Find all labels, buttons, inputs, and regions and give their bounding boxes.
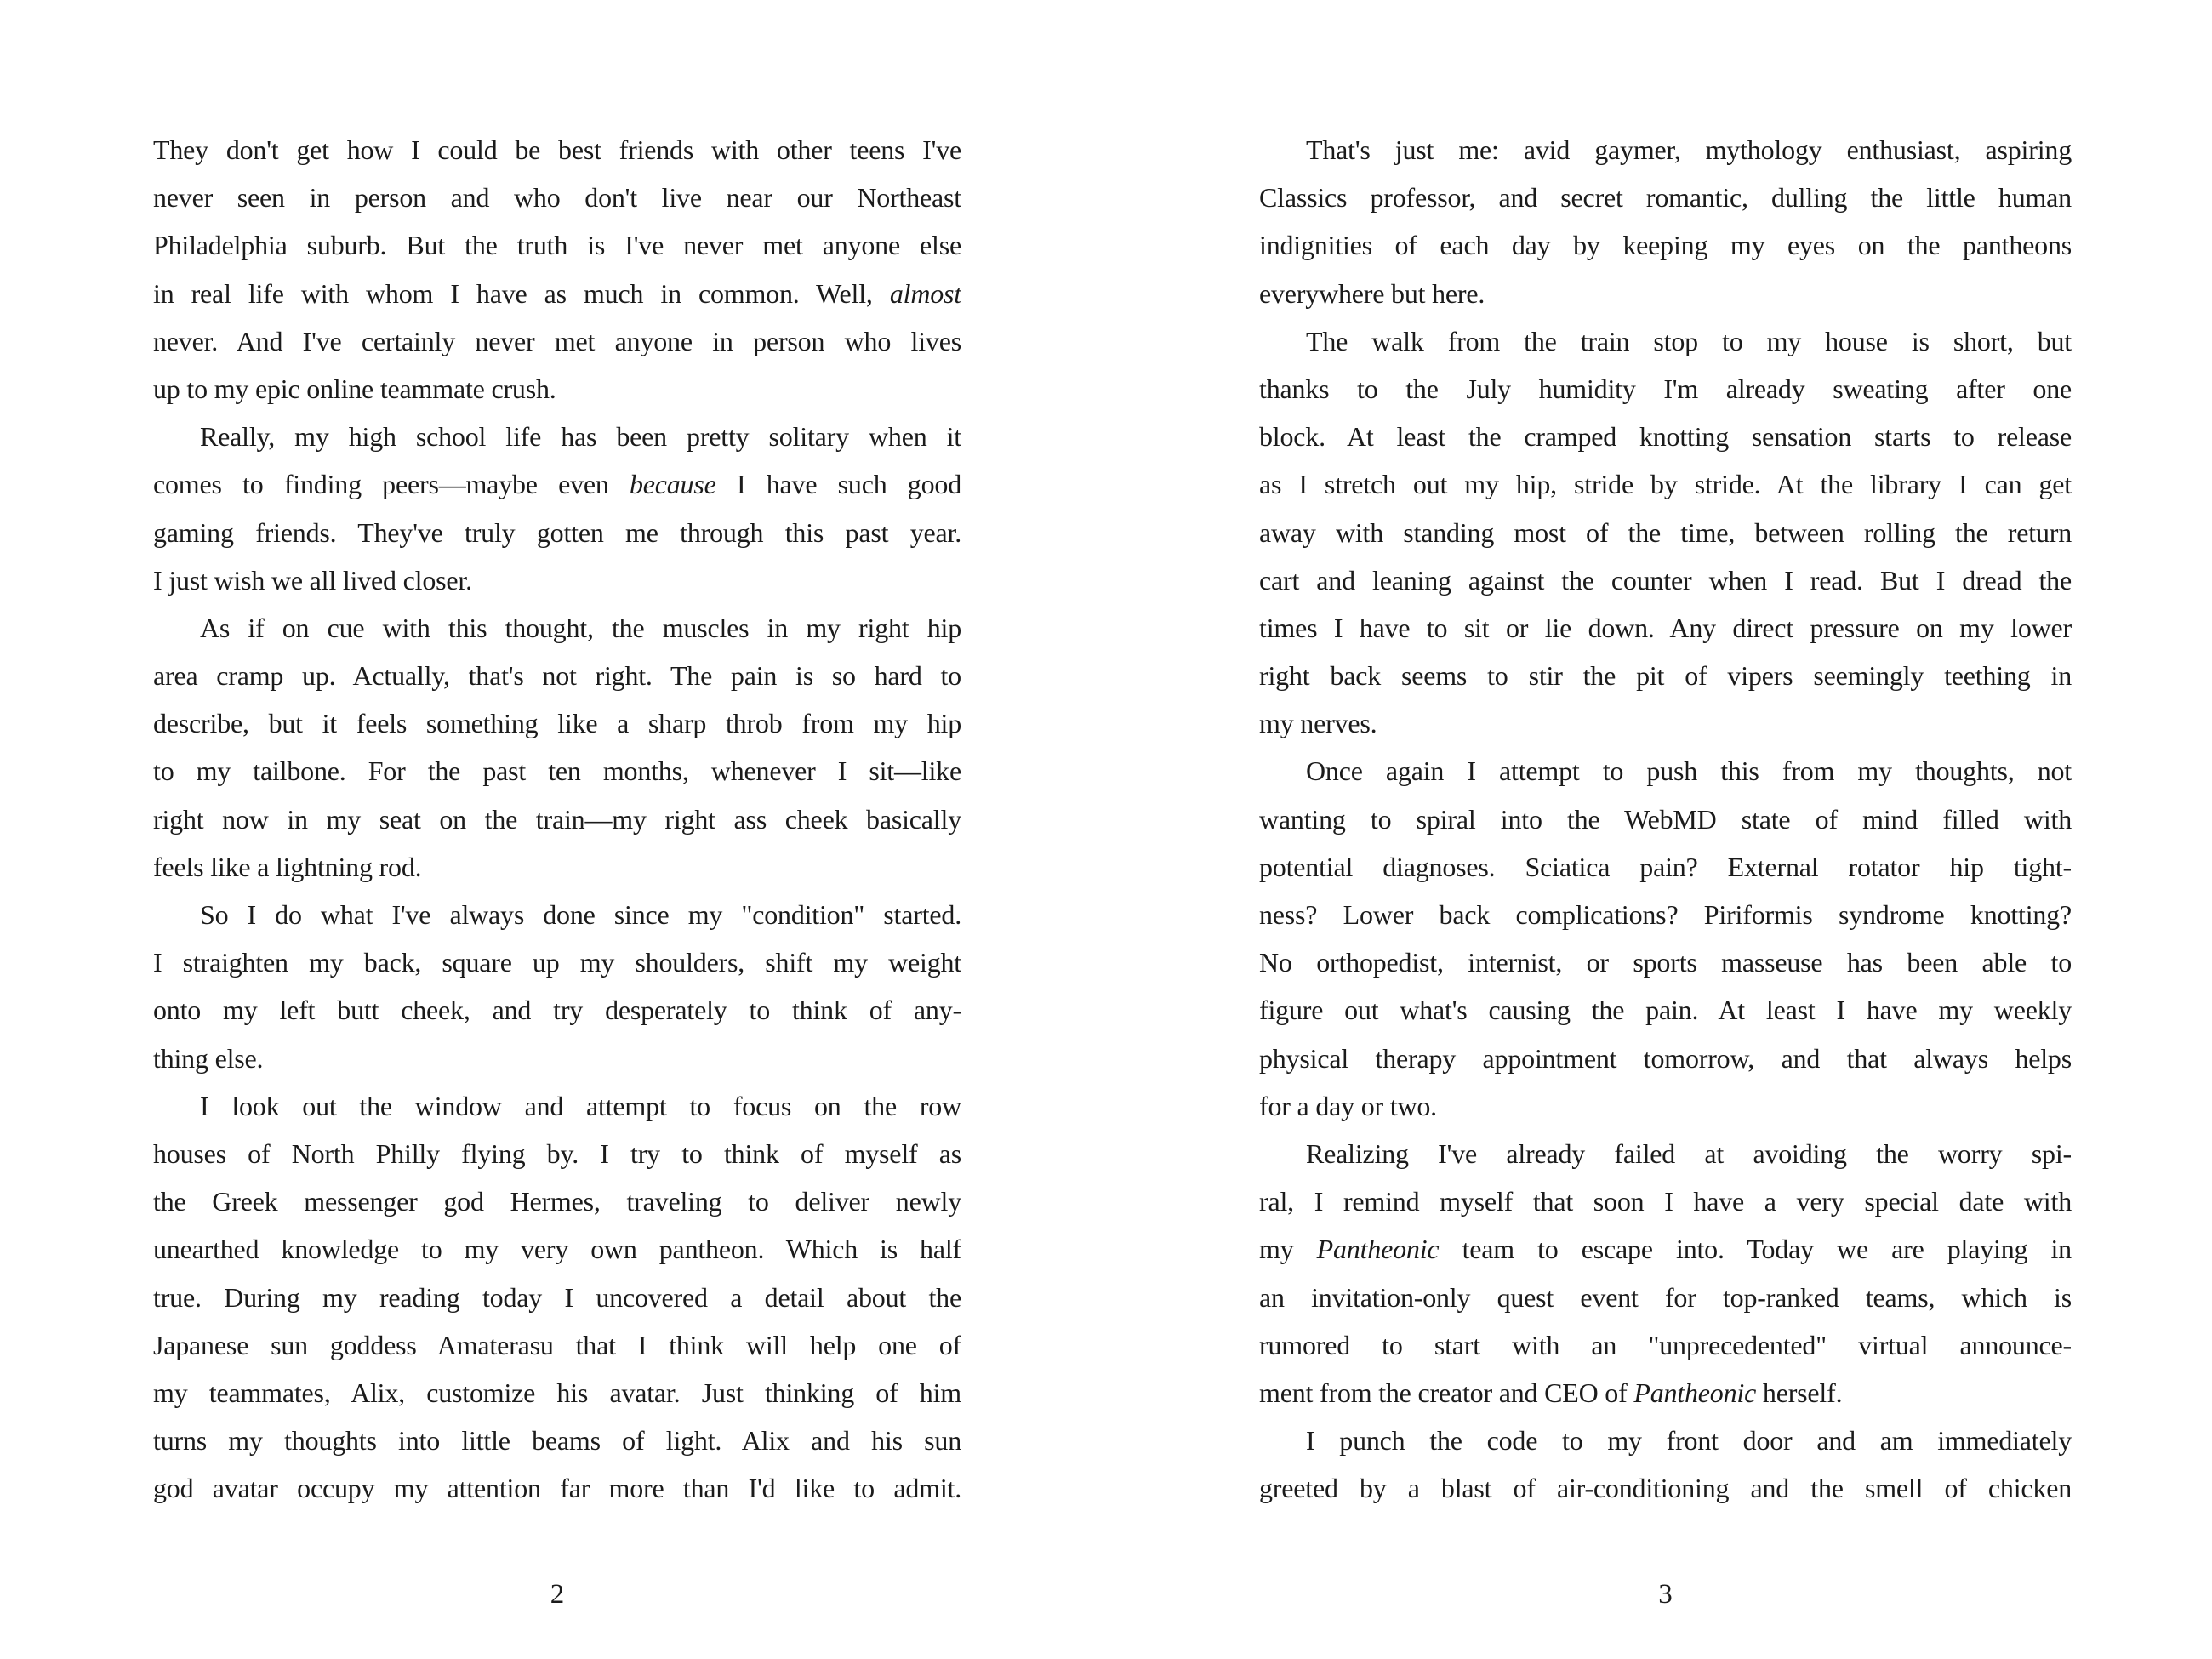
right-page	[1259, 126, 2072, 1512]
text-line: indignities of each day by keeping my eyes on the pantheons	[1259, 230, 2072, 261]
text-line: rumored to start with an "unprecedented" virtual announce-	[1259, 1329, 2072, 1360]
page-number-left: 2	[550, 1579, 565, 1610]
text-line: greeted by a blast of air-conditioning and the smell of chicken	[1259, 1473, 2072, 1504]
text-line: Japanese sun goddess Amaterasu that I think will help one of	[153, 1329, 961, 1360]
text-line: onto my left butt cheek, and try desperately to think of any-	[153, 995, 961, 1026]
text-line: my Pantheonic team to escape into. Today we are playing in	[1259, 1234, 2072, 1265]
text-line: right back seems to stir the pit of vipers seemingly teething in	[1259, 660, 2072, 692]
text-line: Once again I attempt to push this from my thoughts, not	[1306, 755, 2072, 787]
text-line: I look out the window and attempt to focus on the row	[200, 1090, 961, 1121]
text-line: Really, my high school life has been pretty solitary when it	[200, 421, 961, 453]
text-line: area cramp up. Actually, that's not right. The pain is so hard to	[153, 660, 961, 692]
text-line: cart and leaning against the counter when I read. But I dread the	[1259, 564, 2072, 596]
text-line: in real life with whom I have as much in common. Well, almost	[153, 277, 961, 309]
text-line: I just wish we all lived closer.	[153, 564, 472, 596]
text-line: my teammates, Alix, customize his avatar. Just thinking of him	[153, 1377, 961, 1408]
text-line: turns my thoughts into little beams of light. Alix and his sun	[153, 1425, 961, 1457]
text-line: ness? Lower back complications? Piriformis syndrome knotting?	[1259, 899, 2072, 930]
text-line: wanting to spiral into the WebMD state of mind filled with	[1259, 803, 2072, 835]
text-line: houses of North Philly flying by. I try to think of myself as	[153, 1137, 961, 1169]
text-line: thing else.	[153, 1042, 264, 1074]
text-line: everywhere but here.	[1259, 277, 1485, 309]
text-line: Classics professor, and secret romantic, dulling the little human	[1259, 182, 2072, 214]
text-line: As if on cue with this thought, the muscles in my right hip	[200, 612, 961, 643]
text-line: up to my epic online teammate crush.	[153, 373, 556, 404]
text-line: times I have to sit or lie down. Any direct pressure on my lower	[1259, 612, 2072, 643]
left-page	[153, 126, 961, 1512]
text-line: right now in my seat on the train—my right ass cheek basically	[153, 803, 961, 835]
text-line: away with standing most of the time, between rolling the return	[1259, 516, 2072, 548]
text-line: block. At least the cramped knotting sensation starts to release	[1259, 421, 2072, 453]
text-line: They don't get how I could be best friends with other teens I've	[153, 134, 961, 165]
text-line: gaming friends. They've truly gotten me through this past year.	[153, 516, 961, 548]
text-line: my nerves.	[1259, 708, 1377, 739]
text-line: potential diagnoses. Sciatica pain? External rotator hip tight-	[1259, 851, 2072, 882]
text-line: The walk from the train stop to my house is short, but	[1306, 325, 2072, 356]
text-line: to my tailbone. For the past ten months, whenever I sit—like	[153, 755, 961, 787]
text-line: never. And I've certainly never met anyone in person who lives	[153, 325, 961, 356]
text-line: feels like a lightning rod.	[153, 851, 422, 882]
text-line: unearthed knowledge to my very own pantheon. Which is half	[153, 1234, 961, 1265]
text-line: I straighten my back, square up my shoulders, shift my weight	[153, 947, 961, 978]
text-line: ment from the creator and CEO of Pantheonic herself.	[1259, 1377, 1843, 1408]
page-number-right: 3	[1658, 1579, 1673, 1610]
text-line: as I stretch out my hip, stride by stride. At the library I can get	[1259, 469, 2072, 500]
text-line: an invitation-only quest event for top-ranked teams, which is	[1259, 1281, 2072, 1313]
text-line: never seen in person and who don't live near our Northeast	[153, 182, 961, 214]
text-line: comes to finding peers—maybe even because I have such good	[153, 469, 961, 500]
text-line: describe, but it feels something like a sharp throb from my hip	[153, 708, 961, 739]
text-line: true. During my reading today I uncovered a detail about the	[153, 1281, 961, 1313]
text-line: Philadelphia suburb. But the truth is I've never met anyone else	[153, 230, 961, 261]
text-line: ral, I remind myself that soon I have a very special date with	[1259, 1186, 2072, 1217]
text-line: Realizing I've already failed at avoiding the worry spi-	[1306, 1137, 2072, 1169]
text-line: god avatar occupy my attention far more than I'd like to admit.	[153, 1473, 961, 1504]
text-line: So I do what I've always done since my "condition" started.	[200, 899, 961, 930]
text-line: physical therapy appointment tomorrow, and that always helps	[1259, 1042, 2072, 1074]
text-line: the Greek messenger god Hermes, traveling to deliver newly	[153, 1186, 961, 1217]
text-line: figure out what's causing the pain. At least I have my weekly	[1259, 995, 2072, 1026]
text-line: for a day or two.	[1259, 1090, 1437, 1121]
text-line: No orthopedist, internist, or sports masseuse has been able to	[1259, 947, 2072, 978]
text-line: thanks to the July humidity I'm already sweating after one	[1259, 373, 2072, 404]
text-line: I punch the code to my front door and am immediately	[1306, 1425, 2072, 1457]
text-line: That's just me: avid gaymer, mythology enthusiast, aspiring	[1306, 134, 2072, 165]
